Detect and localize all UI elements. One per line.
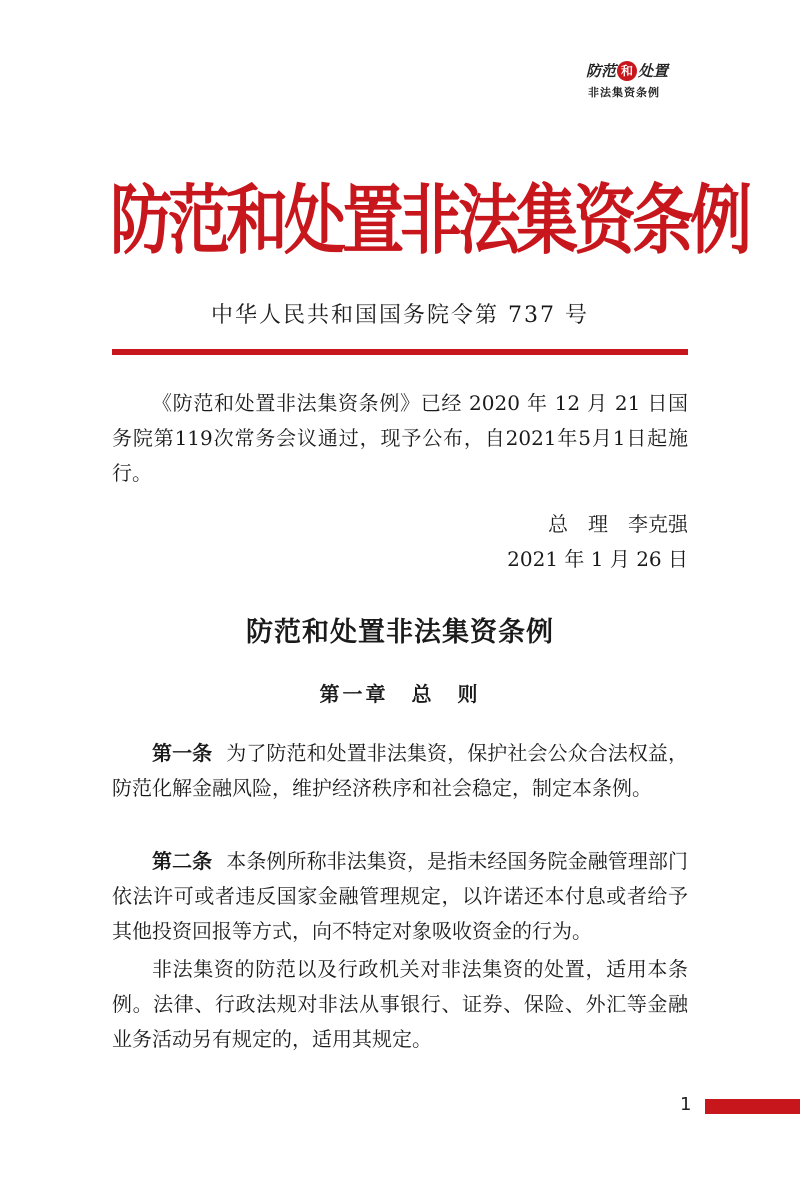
chapter-heading: 第一章 总 则 <box>319 682 481 706</box>
article-2 <box>112 844 688 949</box>
decree-number: 中华人民共和国国务院令第 737 号 <box>211 303 589 328</box>
brand-logo-line2: 非法集资条例 <box>588 86 660 99</box>
article-1 <box>112 736 688 806</box>
header-brand-logo <box>586 60 696 100</box>
article-1-label: 第一条 <box>152 741 213 765</box>
brand-text-part2: 处置 <box>638 62 669 80</box>
page-number-bar <box>705 1099 800 1114</box>
brand-circle-badge: 和 <box>617 61 637 81</box>
signer-line: 总 理 李克强 <box>548 512 688 536</box>
article-1-text: 为了防范和处置非法集资，保护社会公众合法权益，防范化解金融风险，维护经济秩序和社会稳定，制定本条例。 <box>112 741 689 800</box>
title-divider-rule <box>112 349 688 355</box>
article-2-label: 第二条 <box>152 849 213 873</box>
brand-logo-line1 <box>586 60 696 81</box>
signing-date: 2021 年 1 月 26 日 <box>507 547 688 571</box>
page-number: 1 <box>680 1094 692 1115</box>
article-2-paragraph-2: 非法集资的防范以及行政机关对非法集资的处置，适用本条例。法律、行政法规对非法从事银行、证券、保险、外汇等金融业务活动另有规定的，适用其规定。 <box>112 957 688 1051</box>
document-main-title: 防范和处置非法集资条例 <box>110 175 749 265</box>
article-2-text: 本条例所称非法集资，是指未经国务院金融管理部门依法许可或者违反国家金融管理规定，以许诺还本付息或者给予其他投资回报等方式，向不特定对象吸收资金的行为。 <box>112 849 689 943</box>
regulation-title: 防范和处置非法集资条例 <box>246 617 554 648</box>
promulgation-paragraph: 《防范和处置非法集资条例》已经 2020 年 12 月 21 日国务院第119次常务会议通过，现予公布，自2021年5月1日起施行。 <box>112 391 688 485</box>
brand-text-part1: 防范 <box>586 62 617 80</box>
